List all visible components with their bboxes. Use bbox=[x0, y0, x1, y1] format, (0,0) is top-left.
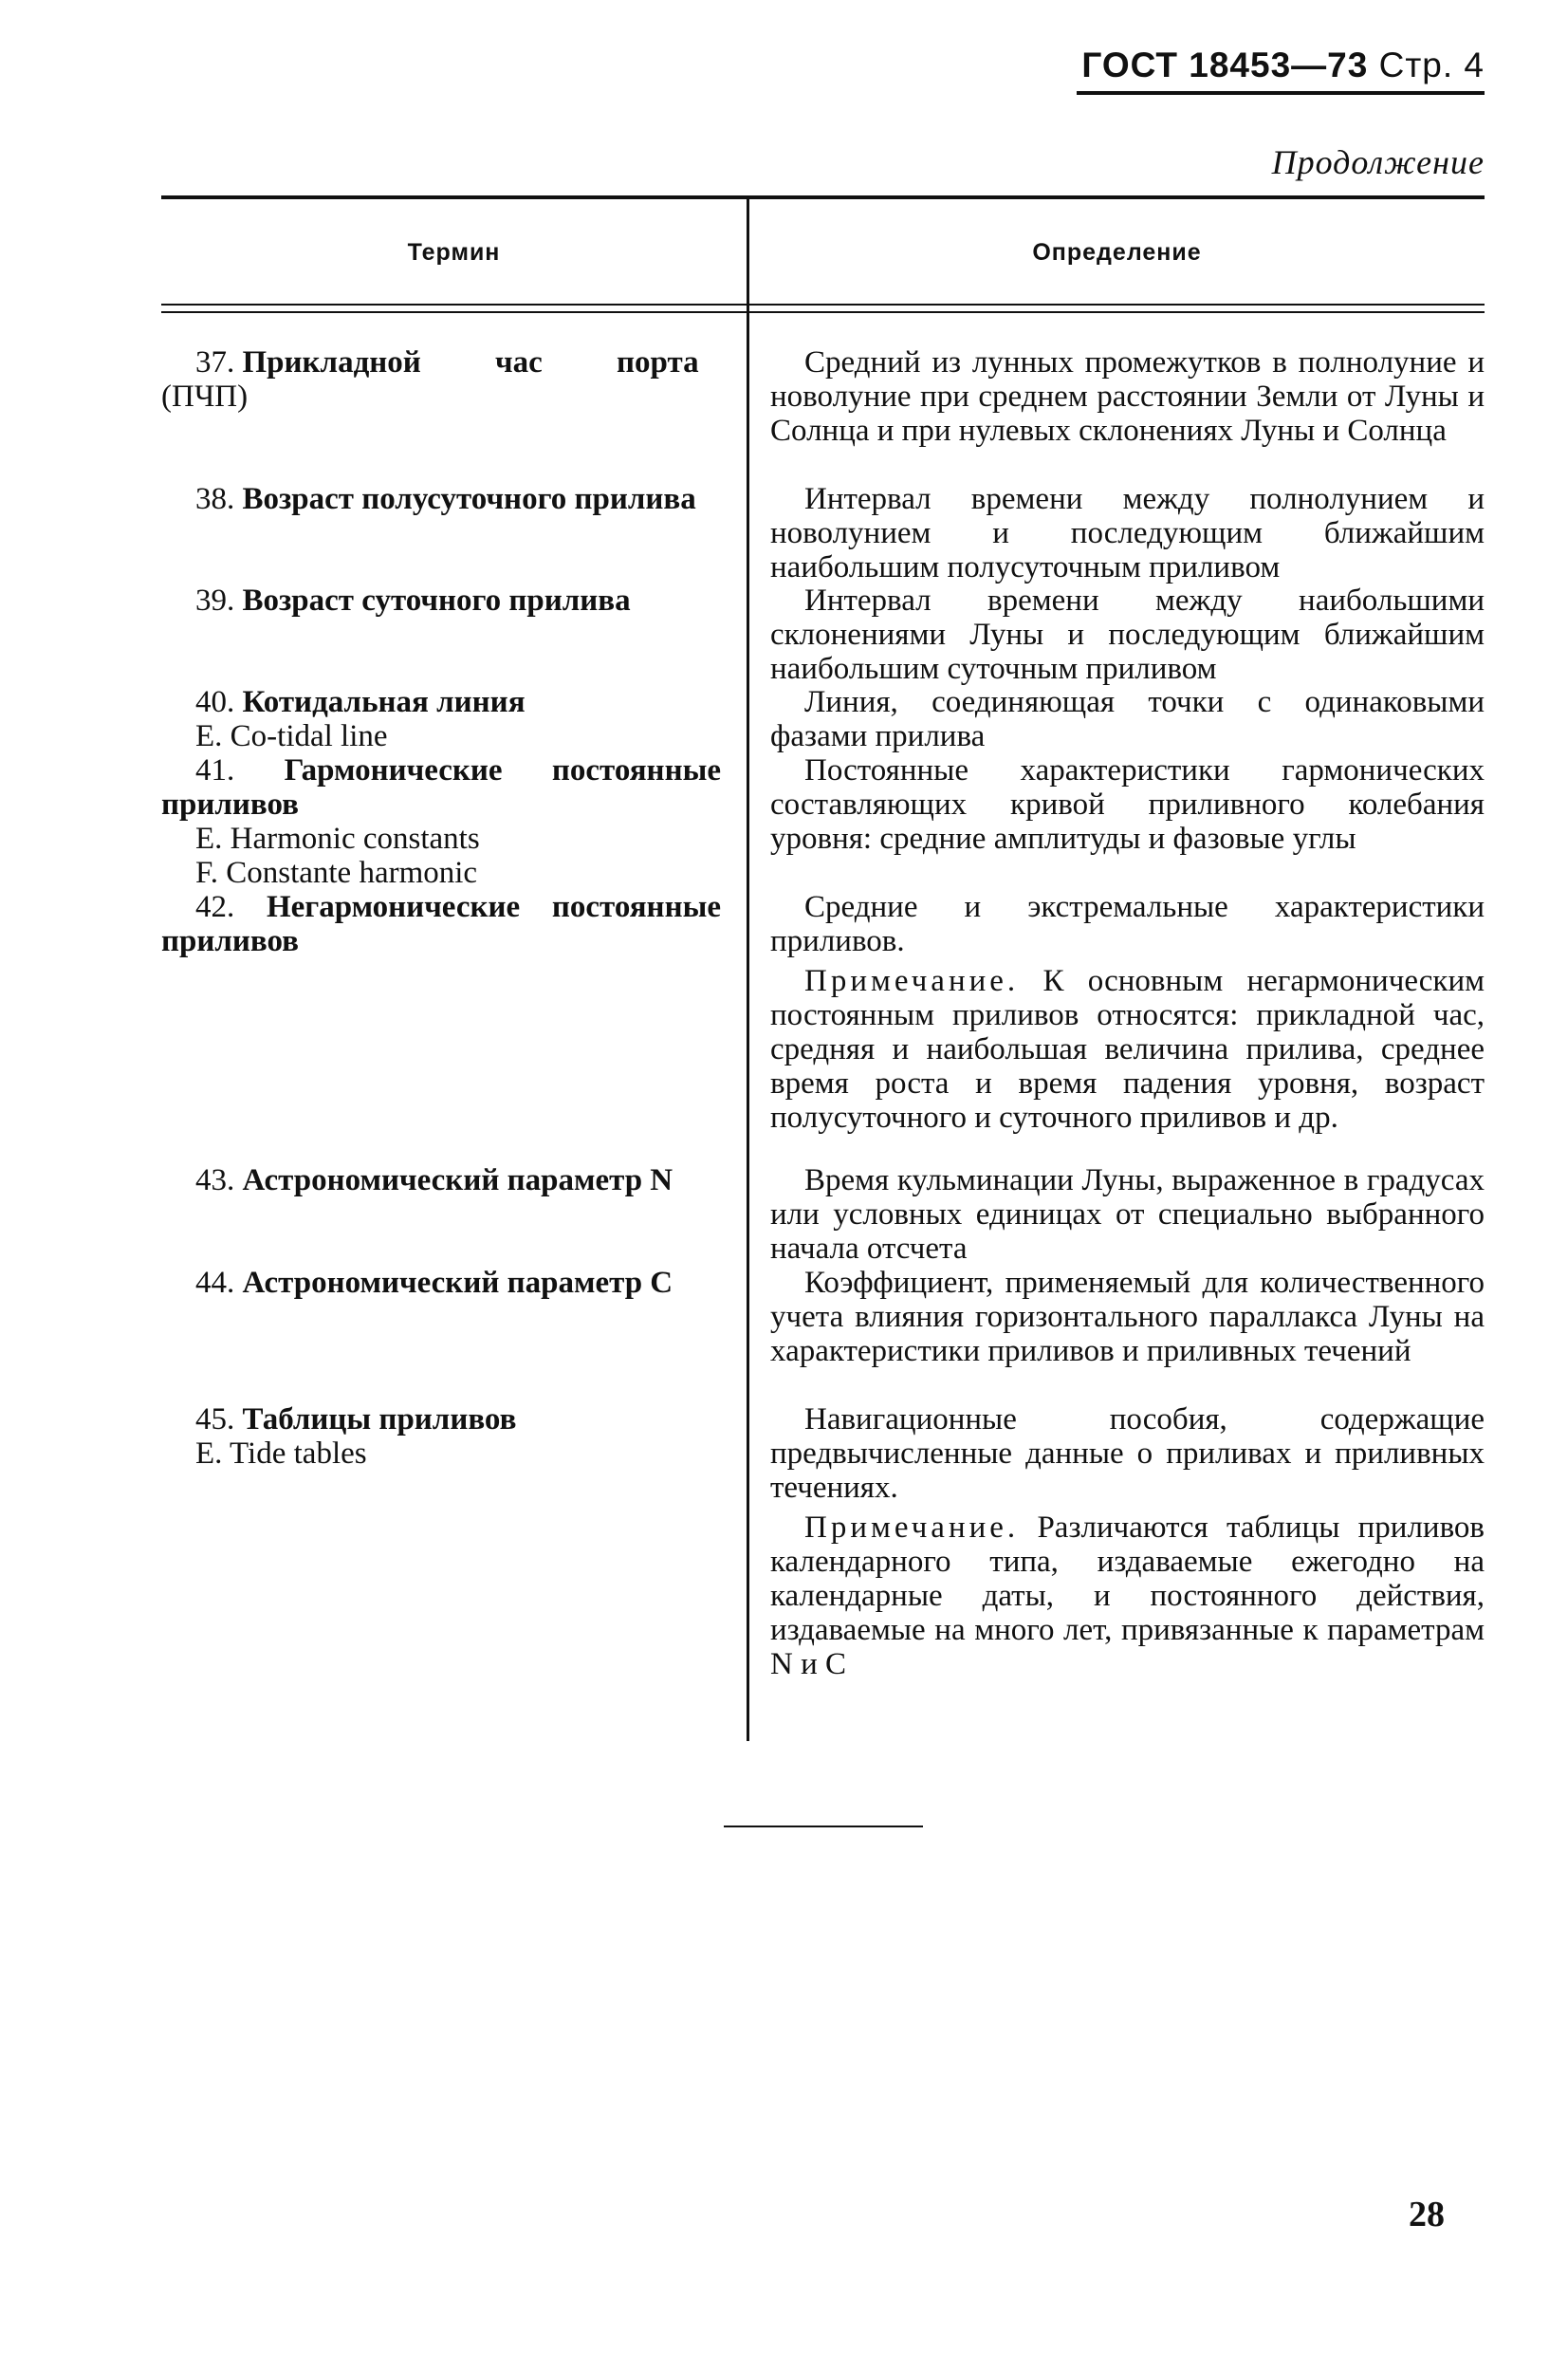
term-38 bbox=[161, 482, 721, 516]
table-header-rule bbox=[161, 304, 1485, 306]
term-number: 38. bbox=[195, 482, 235, 516]
standard-number: ГОСТ 18453—73 bbox=[1081, 46, 1369, 84]
term-title: Котидальная линия bbox=[242, 685, 526, 719]
term-44 bbox=[161, 1266, 721, 1300]
definition-text: Время кульминации Луны, выраженное в градусах или условных единицах от специально выбранного начала отсчета bbox=[770, 1163, 1485, 1266]
page-number: 28 bbox=[1409, 2195, 1445, 2234]
page-label: Стр. 4 bbox=[1378, 46, 1485, 84]
note-label: Примечание. bbox=[804, 1511, 1020, 1545]
running-header bbox=[1077, 46, 1485, 95]
term-title: Возраст полусуточного прилива bbox=[242, 482, 696, 516]
english-equivalent: E. Co-tidal line bbox=[195, 719, 388, 753]
term-number: 43. bbox=[195, 1163, 235, 1197]
term-45 bbox=[161, 1402, 721, 1471]
definition-text: Интервал времени между полнолунием и новолунием и последующим ближайшим наибольшим полусуточным приливом bbox=[770, 482, 1485, 584]
note-text: Различаются таблицы приливов календарного типа, издаваемые ежегодно на календарные даты, и постоянного действия, издаваемые на много лет, привязанные к параметрам N и C bbox=[770, 1511, 1485, 1681]
definition-39 bbox=[770, 584, 1485, 686]
footer-rule bbox=[724, 1826, 923, 1827]
term-number: 42. bbox=[195, 890, 235, 924]
term-43 bbox=[161, 1163, 721, 1197]
term-37 bbox=[161, 345, 721, 414]
term-39 bbox=[161, 584, 721, 618]
definition-41 bbox=[770, 753, 1485, 856]
french-equivalent: F. Constante harmonic bbox=[195, 856, 478, 890]
term-abbreviation: (ПЧП) bbox=[161, 380, 249, 414]
definition-38 bbox=[770, 482, 1485, 584]
definition-text: Коэффициент, применяемый для количественного учета влияния горизонтального параллакса Луны на характеристики приливов и приливных течений bbox=[770, 1266, 1485, 1368]
definition-text: Линия, соединяющая точки с одинаковыми фазами прилива bbox=[770, 685, 1485, 753]
term-title: Астрономический параметр C bbox=[242, 1266, 673, 1300]
header-rule bbox=[1077, 91, 1485, 95]
header-text bbox=[1077, 46, 1485, 85]
term-title: Негармонические постоянные приливов bbox=[161, 890, 721, 958]
term-number: 39. bbox=[195, 584, 235, 618]
definition-note bbox=[770, 1511, 1485, 1681]
table-top-rule bbox=[161, 195, 1485, 199]
term-number: 45. bbox=[195, 1402, 235, 1436]
definition-text: Средние и экстремальные характеристики приливов. bbox=[770, 890, 1485, 958]
term-number: 37. bbox=[195, 345, 235, 380]
english-equivalent: E. Harmonic constants bbox=[195, 822, 480, 856]
column-divider bbox=[747, 199, 749, 1741]
definition-37 bbox=[770, 345, 1485, 448]
definition-44 bbox=[770, 1266, 1485, 1368]
note-label: Примечание. bbox=[804, 964, 1020, 998]
continuation-label: Продолжение bbox=[1271, 143, 1485, 181]
term-title: Прикладной час порта bbox=[242, 345, 699, 380]
english-equivalent: E. Tide tables bbox=[195, 1436, 367, 1471]
term-number: 40. bbox=[195, 685, 235, 719]
term-title: Астрономический параметр N bbox=[242, 1163, 673, 1197]
term-41 bbox=[161, 753, 721, 890]
definition-43 bbox=[770, 1163, 1485, 1266]
definition-45 bbox=[770, 1402, 1485, 1681]
definition-text: Навигационные пособия, содержащие предвычисленные данные о приливах и приливных течениях. bbox=[770, 1402, 1485, 1505]
column-header-term: Термин bbox=[407, 239, 501, 266]
definition-text: Постоянные характеристики гармонических составляющих кривой приливного колебания уровня: средние амплитуды и фазовые углы bbox=[770, 753, 1485, 856]
term-40 bbox=[161, 685, 721, 753]
note-text: К основным негармоническим постоянным приливов относятся: прикладной час, средняя и наибольшая величина прилива, среднее время роста и время падения уровня, возраст полусуточного и суточного приливов и др. bbox=[770, 964, 1485, 1135]
definition-note bbox=[770, 964, 1485, 1135]
column-header-definition: Определение bbox=[1032, 239, 1202, 266]
term-title: Гармонические постоянные приливов bbox=[161, 753, 721, 822]
definition-text: Интервал времени между наибольшими склонениями Луны и последующим ближайшим наибольшим суточным приливом bbox=[770, 584, 1485, 686]
term-42 bbox=[161, 890, 721, 958]
table-header-rule-second bbox=[161, 311, 1485, 313]
term-title: Возраст суточного прилива bbox=[242, 584, 631, 618]
definition-text: Средний из лунных промежутков в полнолуние и новолуние при среднем расстоянии Земли от Луны и Солнца и при нулевых склонениях Луны и Солнца bbox=[770, 345, 1485, 448]
term-number: 41. bbox=[195, 753, 235, 788]
definition-40 bbox=[770, 685, 1485, 753]
definition-42 bbox=[770, 890, 1485, 1135]
term-title: Таблицы приливов bbox=[242, 1402, 517, 1436]
term-number: 44. bbox=[195, 1266, 235, 1300]
